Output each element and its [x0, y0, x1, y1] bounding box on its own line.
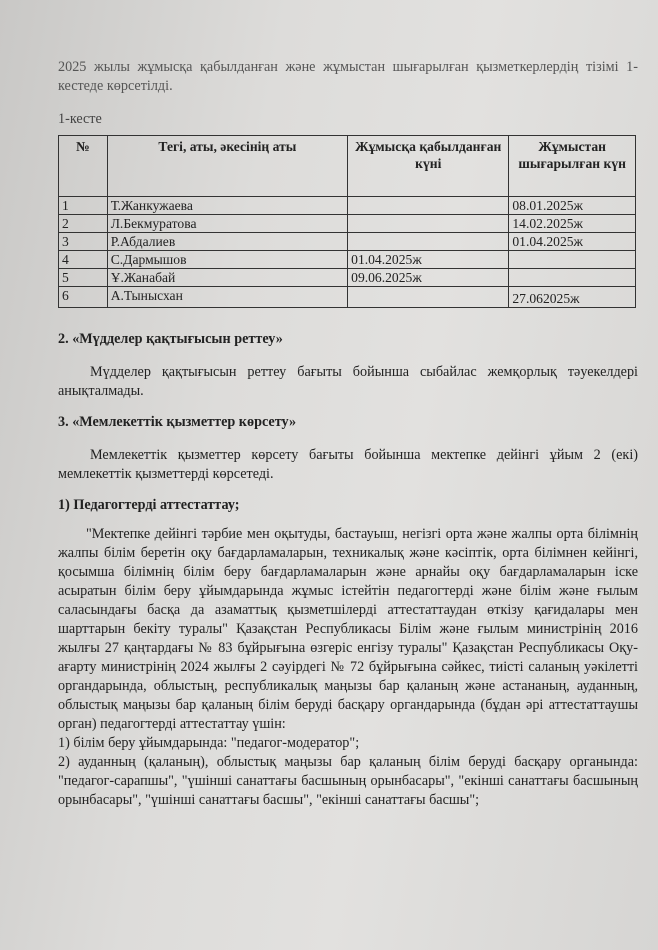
table-caption: 1-кесте	[58, 111, 102, 127]
cell-name: А.Тынысхан	[107, 287, 347, 308]
section-3-text: Мемлекеттік қызметтер көрсету бағыты бойынша мектепке дейінгі ұйым 2 (екі) мемлекеттік қызметтерді көрсетеді.	[58, 447, 638, 482]
header-number: №	[59, 136, 108, 197]
table-header-row	[59, 136, 636, 197]
section-2-text: Мүдделер қақтығысын реттеу бағыты бойынша сыбайлас жемқорлық тәуекелдері анықталмады.	[58, 364, 638, 399]
cell-number: 4	[59, 251, 108, 269]
section-2-heading: 2. «Мүдделер қақтығысын реттеу»	[58, 331, 283, 347]
cell-dismissal-date: 27.062025ж	[509, 287, 636, 308]
header-hire-date: Жұмысқа қабылданған күні	[348, 136, 509, 197]
cell-hire-date	[348, 287, 509, 308]
table-row	[59, 215, 636, 233]
cell-hire-date	[348, 197, 509, 215]
cell-name: Л.Бекмуратова	[107, 215, 347, 233]
cell-number: 2	[59, 215, 108, 233]
cell-name: Т.Жанкужаева	[107, 197, 347, 215]
cell-dismissal-date: 01.04.2025ж	[509, 233, 636, 251]
document-body	[58, 58, 638, 810]
regulation-paragraph: "Мектепке дейінгі тәрбие мен оқытуды, бастауыш, негізгі орта және жалпы орта білімнің жалпы білім беретін оқу бағдарламаларын, техникалық және кәсіптік, орта білімнен кейінгі, қосымша білімнің білім беру бағдарламаларын және арнайы оқу бағдарламаларын іске асыратын білім беру ұйымдарында жұмыс істейтін педагогтерді және білім және ғылым саласындағы басқа да азаматтық қызметшілерді аттестаттаудан өткізу қағидалары мен шарттарын бекіту туралы" Қазақстан Республикасы Білім және ғылым министрінің 2016 жылғы 27 қаңтардағы № 83 бұйрығына өзгеріс енгізу туралы" Қазақстан Республикасы Оқу-ағарту министрінің 2024 жылғы 2 сәуірдегі № 72 бұйрығына сәйкес, тиісті саланың уәкілетті органдарында, облыстың, республикалық маңызы бар қаланың және астананың, ауданның, облыстық маңызы бар қаланың білім беруді басқару органдарында (бұдан әрі аттестаттаушы орган) педагогтерді аттестаттау үшін:	[58, 526, 638, 732]
cell-number: 3	[59, 233, 108, 251]
list-item: 2) ауданның (қаланың), облыстық маңызы бар қаланың білім беруді басқару органында: "педагог-сарапшы", "үшінші санаттағы басшының орынбасары", "екінші санаттағы басшының орынбасары", "үшінші санаттағы басшы", "екінші санаттағы басшы";	[58, 754, 638, 808]
cell-dismissal-date: 08.01.2025ж	[509, 197, 636, 215]
subsection-heading: 1) Педагогтерді аттестаттау;	[58, 497, 240, 513]
cell-number: 6	[59, 287, 108, 308]
section-3-heading: 3. «Мемлекеттік қызметтер көрсету»	[58, 414, 297, 430]
table-row	[59, 233, 636, 251]
table-row	[59, 197, 636, 215]
cell-name: Ұ.Жанабай	[107, 269, 347, 287]
list-item: 1) білім беру ұйымдарында: "педагог-модератор";	[58, 735, 360, 751]
header-full-name: Тегі, аты, әкесінің аты	[107, 136, 347, 197]
cell-dismissal-date: 14.02.2025ж	[509, 215, 636, 233]
cell-name: Р.Абдалиев	[107, 233, 347, 251]
cell-hire-date	[348, 215, 509, 233]
cell-name: С.Дармышов	[107, 251, 347, 269]
cell-number: 5	[59, 269, 108, 287]
intro-paragraph: 2025 жылы жұмысқа қабылданған және жұмыстан шығарылған қызметкерлердің тізімі 1-кестеде көрсетілді.	[58, 59, 638, 94]
cell-dismissal-date	[509, 269, 636, 287]
attestation-list	[58, 734, 638, 810]
table-row	[59, 269, 636, 287]
table-row	[59, 251, 636, 269]
cell-hire-date: 01.04.2025ж	[348, 251, 509, 269]
cell-dismissal-date	[509, 251, 636, 269]
table-row	[59, 287, 636, 308]
header-dismissal-date: Жұмыстан шығарылған күн	[509, 136, 636, 197]
cell-hire-date: 09.06.2025ж	[348, 269, 509, 287]
employees-table	[58, 135, 636, 308]
cell-number: 1	[59, 197, 108, 215]
cell-hire-date	[348, 233, 509, 251]
